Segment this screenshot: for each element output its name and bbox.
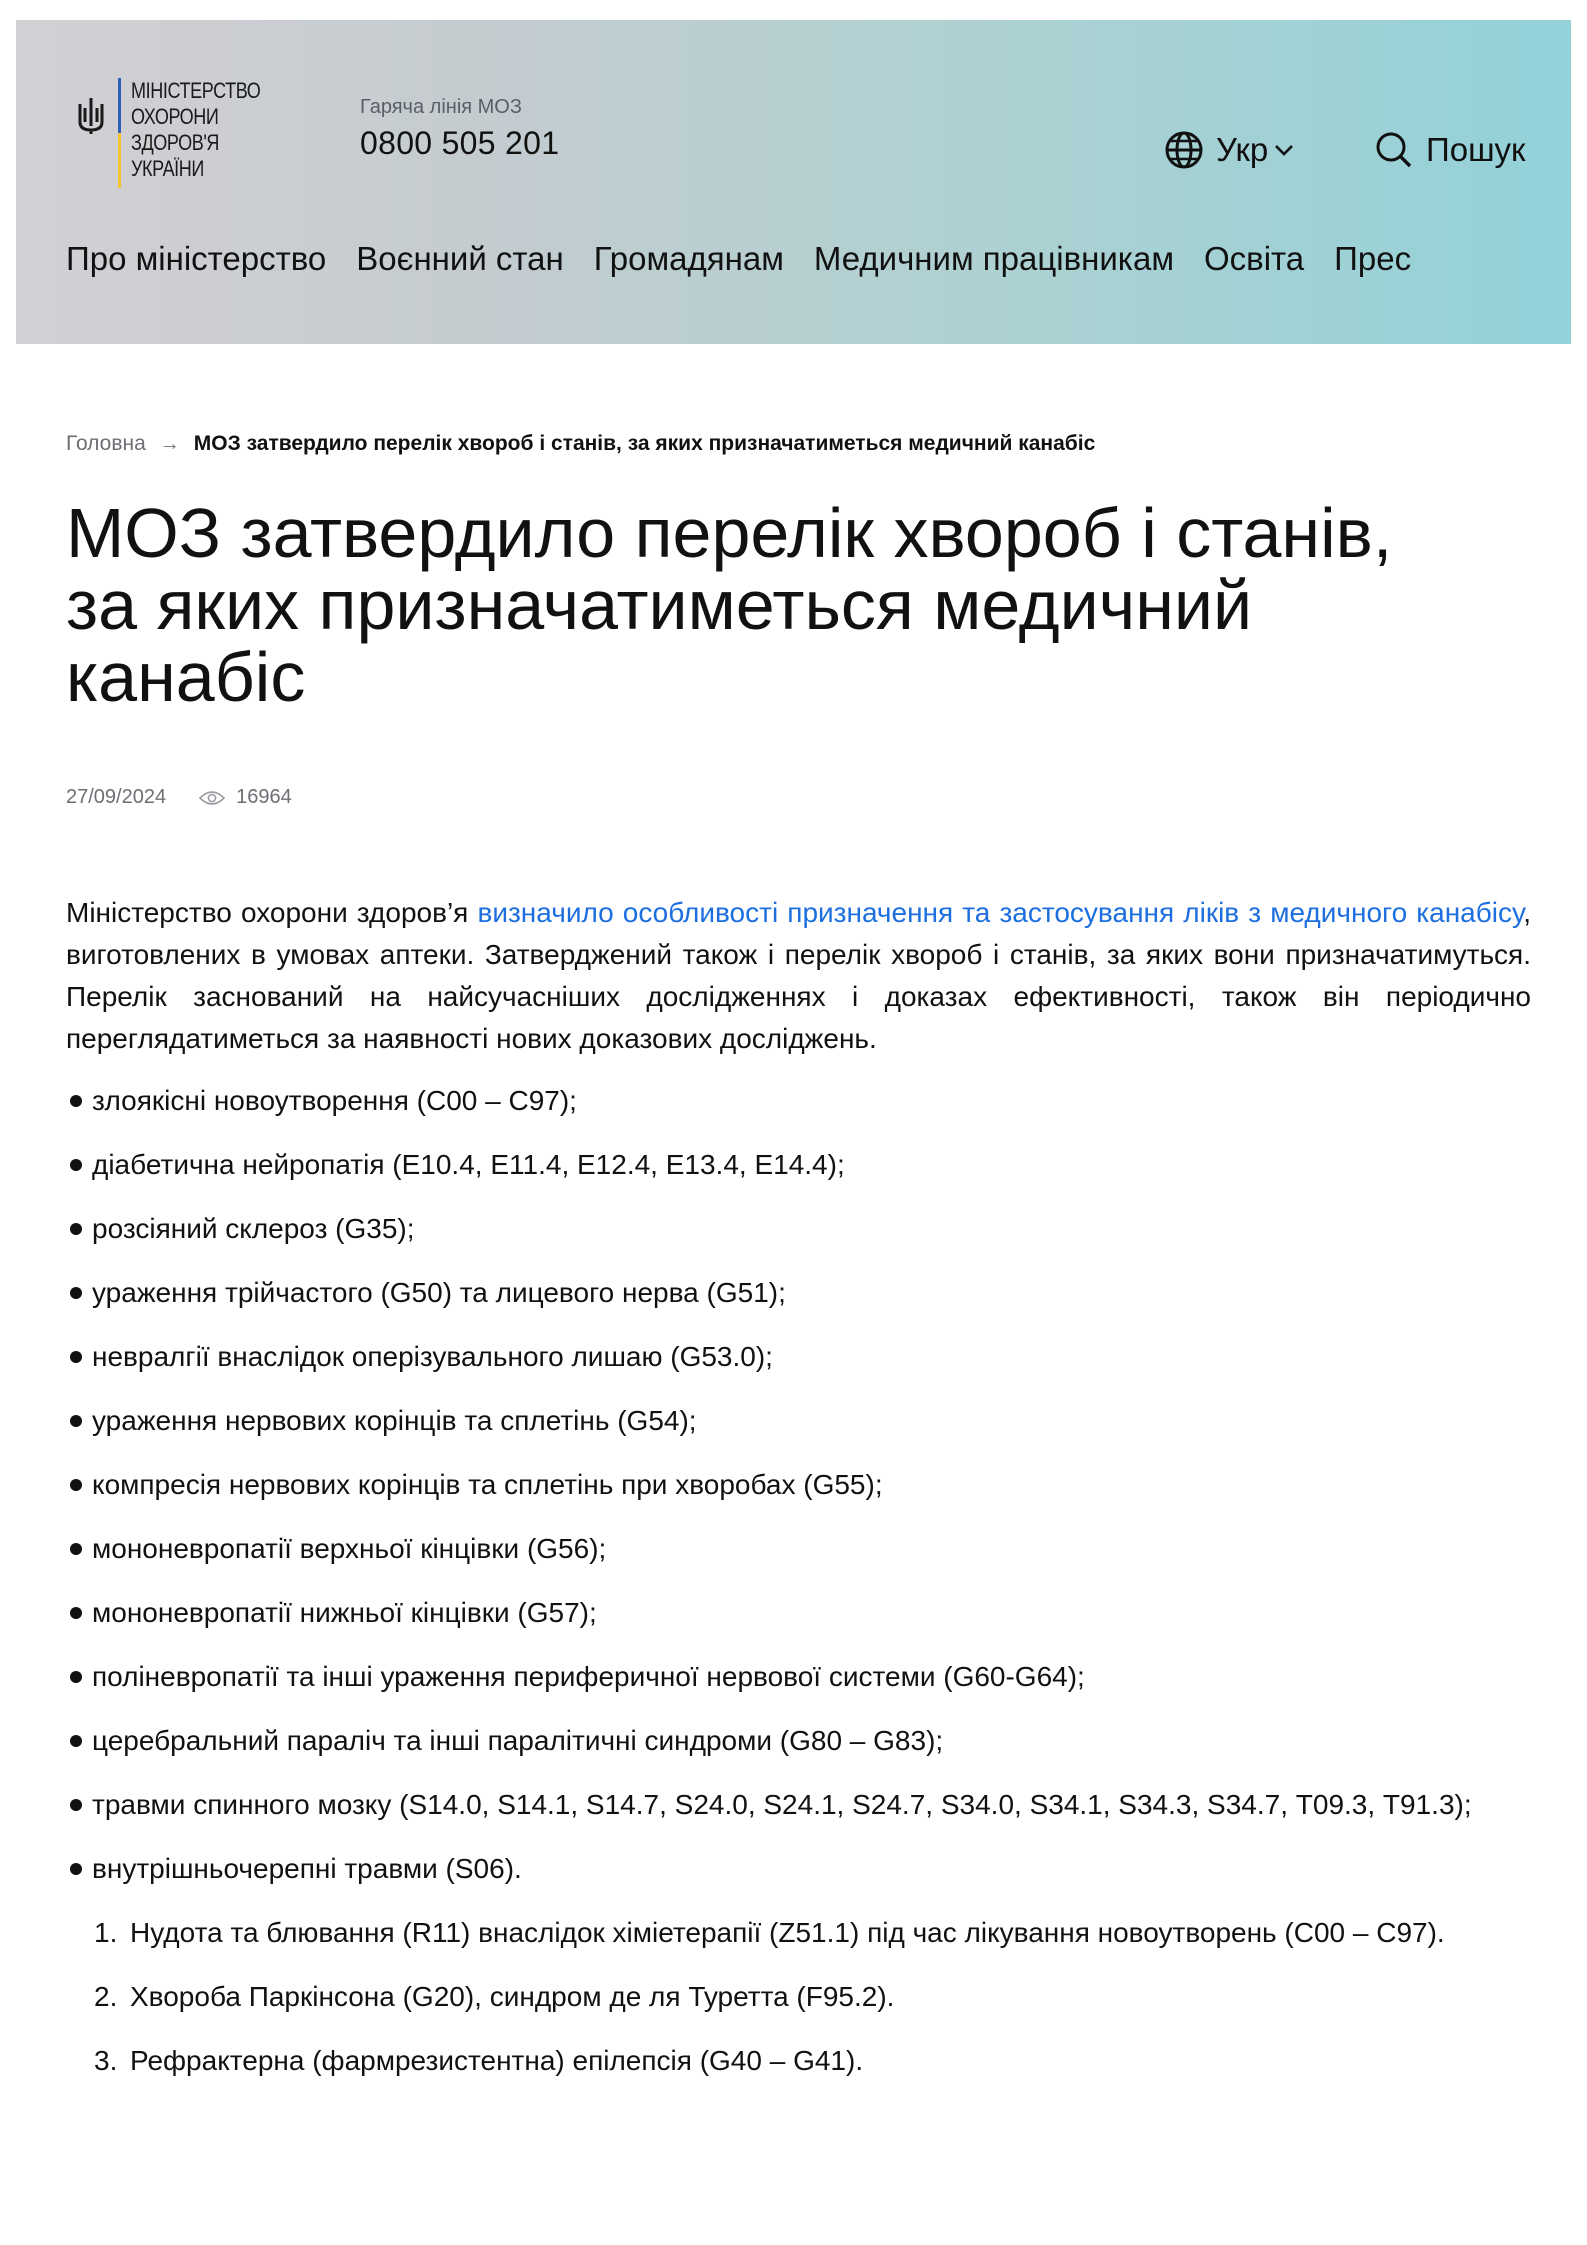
list-item xyxy=(66,1272,1531,1313)
list-item xyxy=(66,1336,1531,1377)
nav-item-citizens[interactable]: Громадянам xyxy=(593,240,784,277)
numbered-item xyxy=(94,2040,1531,2081)
views-counter xyxy=(198,786,292,809)
list-item-text: невралгії внаслідок оперізувального лишаю (G53.0); xyxy=(92,1341,773,1372)
bullet-icon xyxy=(70,1095,82,1107)
conditions-list xyxy=(66,1080,1531,1889)
intro-text-before: Міністерство охорони здоров’я xyxy=(66,897,478,928)
hotline-phone[interactable]: 0800 505 201 xyxy=(360,125,560,161)
views-count: 16964 xyxy=(236,786,292,808)
bullet-icon xyxy=(70,1479,82,1491)
nav-item-martial-law[interactable]: Воєнний стан xyxy=(356,240,564,277)
bullet-icon xyxy=(70,1415,82,1427)
logo-text xyxy=(131,78,260,182)
nav-item-about[interactable]: Про міністерство xyxy=(66,240,327,277)
list-item xyxy=(66,1400,1531,1441)
hotline xyxy=(360,96,559,162)
breadcrumb-current: МОЗ затвердило перелік хвороб і станів, за яких призначатиметься медичний канабіс xyxy=(193,432,1096,455)
article-meta xyxy=(66,786,292,809)
numbered-list xyxy=(94,1912,1531,2081)
list-item xyxy=(66,1528,1531,1569)
chevron-down-icon xyxy=(1272,138,1296,162)
list-item-text: травми спинного мозку (S14.0, S14.1, S14.7, S24.0, S24.1, S24.7, S34.0, S34.1, S34.3, S34.7, Т09.3, T91.3); xyxy=(92,1789,1472,1820)
bullet-icon xyxy=(70,1159,82,1171)
list-item-text: компресія нервових корінців та сплетінь при хворобах (G55); xyxy=(92,1469,883,1500)
nav-item-press[interactable]: Прес xyxy=(1334,240,1412,277)
logo-line: УКРАЇНИ xyxy=(131,156,204,181)
list-item xyxy=(66,1720,1531,1761)
eye-icon xyxy=(198,788,226,808)
bullet-icon xyxy=(70,1735,82,1747)
numbered-item-text: Хвороба Паркінсона (G20), синдром де ля Туретта (F95.2). xyxy=(130,1981,895,2012)
list-item-text: ураження трійчастого (G50) та лицевого нерва (G51); xyxy=(92,1277,786,1308)
list-item-text: діабетична нейропатія (E10.4, E11.4, E12.4, E13.4, E14.4); xyxy=(92,1149,845,1180)
list-item-text: поліневропатії та інші ураження периферичної нервової системи (G60-G64); xyxy=(92,1661,1085,1692)
bullet-icon xyxy=(70,1351,82,1363)
numbered-item-text: Нудота та блювання (R11) внаслідок хіміетерапії (Z51.1) під час лікування новоутворень (С00 – С97). xyxy=(130,1917,1445,1948)
search-icon xyxy=(1374,130,1414,170)
language-label: Укр xyxy=(1216,131,1269,168)
search-button[interactable] xyxy=(1374,130,1525,170)
main-nav xyxy=(66,240,1441,278)
list-item xyxy=(66,1464,1531,1505)
list-item xyxy=(66,1848,1531,1889)
item-number: 2. xyxy=(94,1981,118,2012)
list-item xyxy=(66,1784,1531,1825)
intro-link[interactable]: визначило особливості призначення та застосування ліків з медичного канабісу xyxy=(477,897,1524,928)
bullet-icon xyxy=(70,1607,82,1619)
bullet-icon xyxy=(70,1287,82,1299)
bullet-icon xyxy=(70,1223,82,1235)
bullet-icon xyxy=(70,1671,82,1683)
nav-item-education[interactable]: Освіта xyxy=(1204,240,1305,277)
list-item xyxy=(66,1208,1531,1249)
trident-icon xyxy=(74,96,108,136)
globe-icon xyxy=(1164,130,1204,170)
language-selector[interactable] xyxy=(1164,130,1296,170)
logo-line: ЗДОРОВ'Я xyxy=(131,130,220,155)
numbered-item-text: Рефрактерна (фармрезистентна) епілепсія (G40 – G41). xyxy=(130,2045,864,2076)
list-item-text: ураження нервових корінців та сплетінь (G54); xyxy=(92,1405,697,1436)
list-item xyxy=(66,1144,1531,1185)
search-label: Пошук xyxy=(1426,131,1526,168)
publish-date: 27/09/2024 xyxy=(66,786,167,808)
article-body xyxy=(66,892,1531,2104)
list-item xyxy=(66,1656,1531,1697)
bullet-icon xyxy=(70,1543,82,1555)
list-item-text: церебральний параліч та інші паралітичні синдроми (G80 – G83); xyxy=(92,1725,944,1756)
item-number: 1. xyxy=(94,1917,118,1948)
list-item xyxy=(66,1080,1531,1121)
list-item-text: мононевропатії нижньої кінцівки (G57); xyxy=(92,1597,597,1628)
breadcrumb xyxy=(66,432,1095,456)
logo-line: ОХОРОНИ xyxy=(131,104,219,129)
list-item-text: мононевропатії верхньої кінцівки (G56); xyxy=(92,1533,607,1564)
bullet-icon xyxy=(70,1863,82,1875)
numbered-item xyxy=(94,1976,1531,2017)
logo-flag-bar xyxy=(118,78,121,188)
intro-text-after: , виготовлених в умовах аптеки. Затверджений також і перелік хвороб і станів, за яких вони призначатимуться. Перелік заснований на найсучасніших дослідженнях і доказах ефективності, також він періодично переглядатиметься за наявності нових доказових досліджень. xyxy=(66,897,1531,1054)
site-header xyxy=(16,20,1571,344)
nav-item-medical-workers[interactable]: Медичним працівникам xyxy=(813,240,1175,277)
numbered-item xyxy=(94,1912,1531,1953)
list-item xyxy=(66,1592,1531,1633)
page-title: МОЗ затвердило перелік хвороб і станів, за яких призначатиметься медичний канабіс xyxy=(66,494,1393,716)
breadcrumb-home[interactable]: Головна xyxy=(66,432,146,455)
item-number: 3. xyxy=(94,2045,118,2076)
article-intro xyxy=(66,892,1531,1060)
hotline-label: Гаряча лінія МОЗ xyxy=(360,96,522,118)
ministry-logo[interactable] xyxy=(74,78,289,188)
logo-line: МІНІСТЕРСТВО xyxy=(131,78,261,103)
arrow-right-icon: → xyxy=(159,432,180,455)
list-item-text: розсіяний склероз (G35); xyxy=(92,1213,415,1244)
list-item-text: злоякісні новоутворення (С00 – С97); xyxy=(92,1085,577,1116)
bullet-icon xyxy=(70,1799,82,1811)
list-item-text: внутрішньочерепні травми (S06). xyxy=(92,1853,522,1884)
